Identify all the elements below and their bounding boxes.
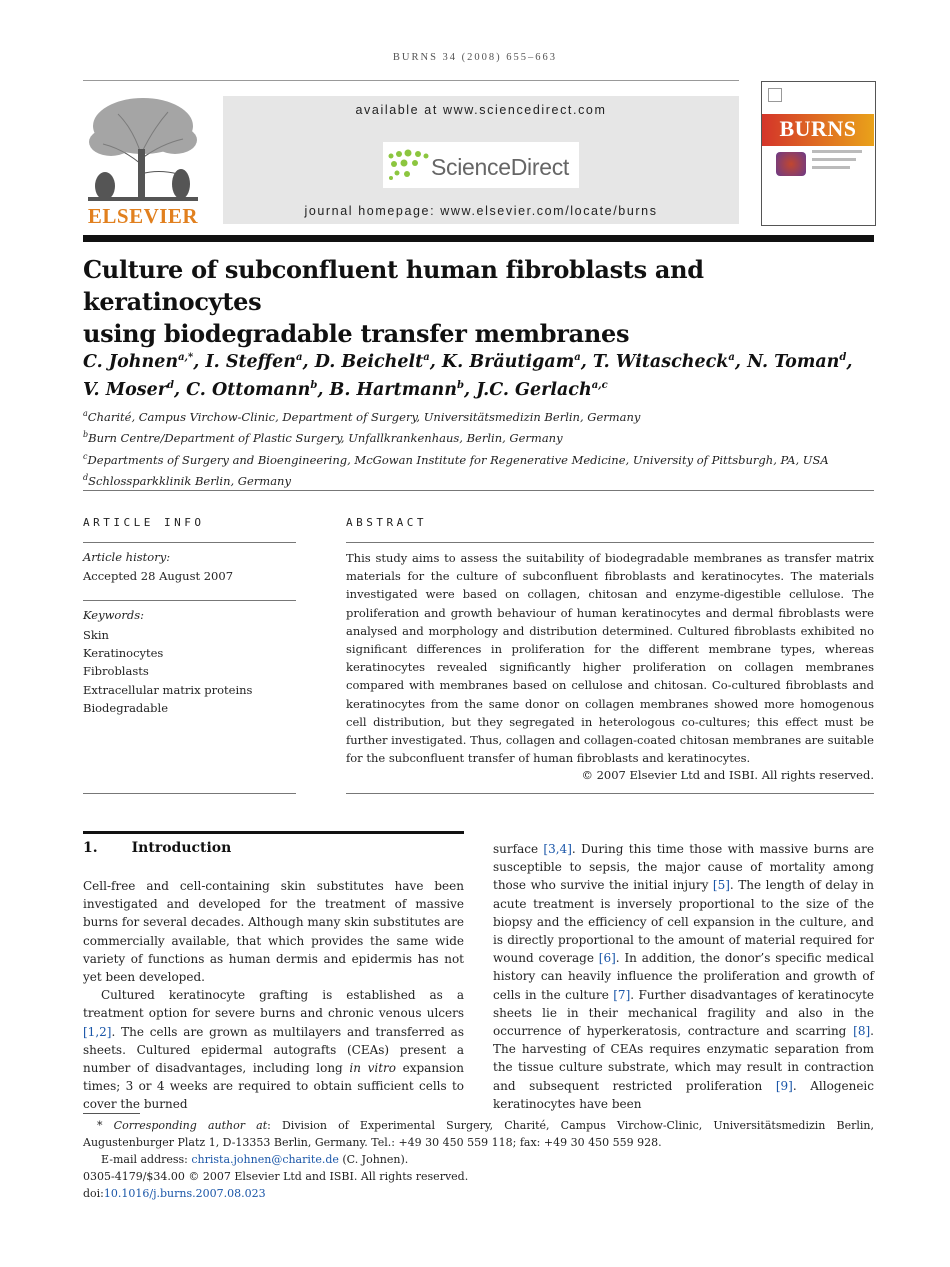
footnote-rule (83, 1113, 140, 1114)
paragraph (83, 986, 464, 1113)
affil-text: Schlossparkklinik Berlin, Germany (88, 473, 291, 488)
citation-link[interactable]: [5] (712, 878, 730, 893)
affil-sup: c (83, 451, 88, 461)
footnote (83, 1117, 874, 1202)
text-run: (C. Johnen). (338, 1153, 409, 1166)
affiliations (83, 405, 883, 490)
paragraph (493, 840, 874, 1113)
section-number: 1. (83, 840, 98, 856)
author-name[interactable]: K. Bräutigam (441, 351, 575, 372)
author-name[interactable]: V. Moser (83, 379, 167, 400)
intro-right-column (493, 840, 874, 1113)
text-run: Cultured keratinocyte grafting is established as a treatment option for severe burns and chronic venous ulcers (83, 988, 464, 1021)
affiliation (83, 405, 883, 426)
issn-line: 0305-4179/$34.00 © 2007 Elsevier Ltd and ISBI. All rights reserved. (83, 1170, 469, 1183)
text-run-italic: in vitro (349, 1061, 396, 1076)
keyword: Biodegradable (83, 700, 168, 715)
abstract-text: This study aims to assess the suitability of biodegradable membranes as transfer matrix materials for the culture of subconfluent fibroblasts and keratinocytes. The materials investigated were based on collagen, chitosan and enzyme-digestible cellulose. The proliferation and growth behaviour of human keratinocytes and dermal fibroblasts were analysed and morphology and distribution determined. Cultured fibroblasts exhibited no significant differences in proliferation for the different membrane types, whereas keratinocytes revealed significantly higher proliferation on collagen membranes compared with membranes based on cellulose and chitosan. Co-cultured fibroblasts and keratinocytes from the same donor on collagen membranes showed more homogenous cell distribution, but they segregated in heterologous co-cultures; this effect must be further investigated. Thus, collagen and collagen-coated chitosan membranes are suitable for the subconfluent transfer of human fibroblasts and keratinocytes. (346, 551, 874, 766)
text-run: expansion times; 3 or 4 weeks are required to obtain sufficient cells to cover the burned (83, 1061, 465, 1112)
title-line: using biodegradable transfer membranes (83, 319, 630, 348)
abstract-copyright: © 2007 Elsevier Ltd and ISBI. All rights reserved. (581, 768, 874, 782)
keyword: Skin (83, 628, 109, 642)
available-at-link[interactable]: available at www.sciencedirect.com (355, 103, 607, 117)
citation-link[interactable]: [1,2] (83, 1024, 112, 1039)
author-name[interactable]: I. Steffen (205, 351, 297, 372)
email-link[interactable]: christa.johnen@charite.de (191, 1153, 339, 1166)
info-rule (83, 542, 296, 543)
author-name[interactable]: N. Toman (747, 351, 840, 372)
author-affil-sup[interactable]: d (839, 352, 847, 363)
header-thick-rule (83, 235, 874, 242)
article-info-heading: ARTICLE INFO (83, 516, 205, 529)
affil-sup: d (83, 472, 89, 482)
text-run: E-mail address: (101, 1153, 192, 1166)
affil-text: Charité, Campus Virchow-Clinic, Department of Surgery, Universitätsmedizin Berlin, Germany (87, 409, 641, 424)
author-name[interactable]: B. Hartmann (329, 379, 458, 400)
author-affil-sup[interactable]: d (166, 379, 174, 391)
cover-text-line (812, 150, 862, 153)
author-name[interactable]: J.C. Gerlach (476, 379, 592, 400)
citation-link[interactable]: [3,4] (543, 842, 572, 856)
text-run: . The cells are grown as multilayers and transferred as sheets. Cultured epidermal autografts (CEAs) present a number of disadvantages, including long (83, 1024, 464, 1076)
affil-text: Departments of Surgery and Bioengineering, McGowan Institute for Regenerative Medicine, University of Pittsburgh, PA, USA (87, 452, 829, 467)
cover-text-line (812, 166, 850, 169)
author-name[interactable]: C. Johnen (83, 351, 179, 372)
author-list (83, 346, 883, 402)
intro-heading (83, 840, 231, 856)
journal-reference: BURNS 34 (2008) 655–663 (392, 52, 558, 63)
author-affil-sup[interactable]: a,c (591, 379, 608, 391)
text-run: . In addition, the donor’s specific medical history can heavily influence the proliferation and growth of cells in the culture (493, 951, 874, 1002)
citation-link[interactable]: [6] (598, 951, 616, 966)
affil-text: Burn Centre/Department of Plastic Surgery, Unfallkrankenhaus, Berlin, Germany (88, 431, 563, 446)
author-name[interactable]: C. Ottomann (186, 379, 311, 400)
sciencedirect-dots-icon (385, 148, 431, 182)
author-line-1: C. Johnen$^{a,*}$, I. Steffen$^a$, D. Beichelt$^a$, K. Bräutigam$^a$, T. Witascheck$^a$, N. Toman$^d$, (83, 351, 853, 372)
cover-image-icon (776, 152, 806, 176)
keyword: Extracellular matrix proteins (83, 682, 253, 697)
intro-rule (83, 831, 464, 834)
keywords-list (83, 626, 252, 717)
history-label: Article history: (83, 550, 171, 564)
text-run: surface (493, 842, 544, 856)
cover-title: BURNS (779, 116, 857, 141)
affiliation (83, 448, 883, 469)
info-rule (83, 600, 296, 601)
text-run: doi: (83, 1187, 104, 1200)
affiliation (83, 469, 883, 490)
cover-elsevier-icon (768, 88, 782, 102)
journal-homepage-link[interactable]: journal homepage: www.elsevier.com/locate/burns (304, 204, 658, 218)
author-affil-sup[interactable]: b (457, 379, 465, 391)
email-note (83, 1151, 874, 1168)
author-affil-sup[interactable]: a (574, 352, 581, 363)
sciencedirect-logo-text: ScienceDirect (431, 154, 569, 180)
author-affil-sup[interactable]: a (728, 352, 735, 363)
section-rule (83, 490, 874, 491)
abstract-rule (346, 542, 874, 543)
text-run: . Allogeneic keratinocytes have been (493, 1078, 874, 1111)
footnote-mark: * (97, 1119, 103, 1132)
citation-link[interactable]: [8] (853, 1024, 871, 1039)
affiliation (83, 426, 883, 447)
text-run: . During this time those with massive burns are susceptible to sepsis, the major cause of mortality among those who survive the initial injury (493, 842, 875, 893)
elsevier-logo: ELSEVIER (87, 204, 199, 228)
author-affil-sup[interactable]: a (296, 352, 303, 363)
author-affil-sup[interactable]: b (310, 379, 318, 391)
citation-link[interactable]: [9] (775, 1078, 793, 1093)
author-name[interactable]: T. Witascheck (592, 351, 729, 372)
text-run: . Further disadvantages of keratinocyte sheets lie in their mechanical fragility and also in the occurrence of hyperkeratosis, contracture and scarring (493, 987, 874, 1039)
paragraph: Cell-free and cell-containing skin substitutes have been investigated and developed for the treatment of massive burns for several decades. Although many skin substitutes are commercially available, that which provides the same wide variety of functions as human dermis and epidermis has not yet been developed. (83, 879, 464, 985)
text-run: . The harvesting of CEAs requires enzymatic separation from the tissue culture substrate, which may result in contraction and subsequent restricted proliferation (493, 1024, 874, 1093)
doi-link[interactable]: 10.1016/j.burns.2007.08.023 (103, 1187, 266, 1200)
affil-sup: b (83, 430, 89, 440)
cover-text-line (812, 158, 856, 161)
text-run: : Division of Experimental Surgery, Charité, Campus Virchow-Clinic, Universitätsmedizin Berlin, Augustenburger Platz 1, D-13353 Berlin, Germany. Tel.: +49 30 450 559 118; fax: +49 30 450 559 928. (83, 1119, 874, 1149)
section-title: Introduction (131, 840, 232, 856)
abstract-rule (346, 793, 874, 794)
accepted-date: Accepted 28 August 2007 (83, 569, 234, 583)
info-rule (83, 793, 296, 794)
affil-sup: a (83, 409, 88, 418)
text-run-italic: Corresponding author at (113, 1119, 268, 1132)
keyword: Fibroblasts (83, 664, 149, 679)
keywords-label: Keywords: (83, 608, 144, 622)
author-line-2: V. Moser$^d$, C. Ottomann$^b$, B. Hartmann$^b$, J.C. Gerlach$^{a,c}$ (83, 379, 608, 400)
citation-link[interactable]: [7] (613, 987, 631, 1002)
keyword: Keratinocytes (83, 646, 164, 661)
author-affil-sup[interactable]: a,* (178, 352, 194, 363)
abstract-heading: ABSTRACT (346, 516, 427, 529)
title-line: Culture of subconfluent human fibroblasts and keratinocytes (83, 255, 704, 316)
text-run: . The length of delay in acute treatment is inversely proportional to the size of the biopsy and the efficiency of cell expansion in the culture, and is directly proportional to the amount of material required for wound coverage (493, 878, 874, 966)
author-affil-sup[interactable]: a (423, 352, 430, 363)
author-name[interactable]: D. Beichelt (314, 351, 424, 372)
doi-line (83, 1185, 874, 1202)
article-title (83, 254, 883, 350)
header-rule (83, 80, 739, 81)
intro-left-column (83, 877, 464, 1114)
corresponding-author-note (83, 1117, 874, 1151)
